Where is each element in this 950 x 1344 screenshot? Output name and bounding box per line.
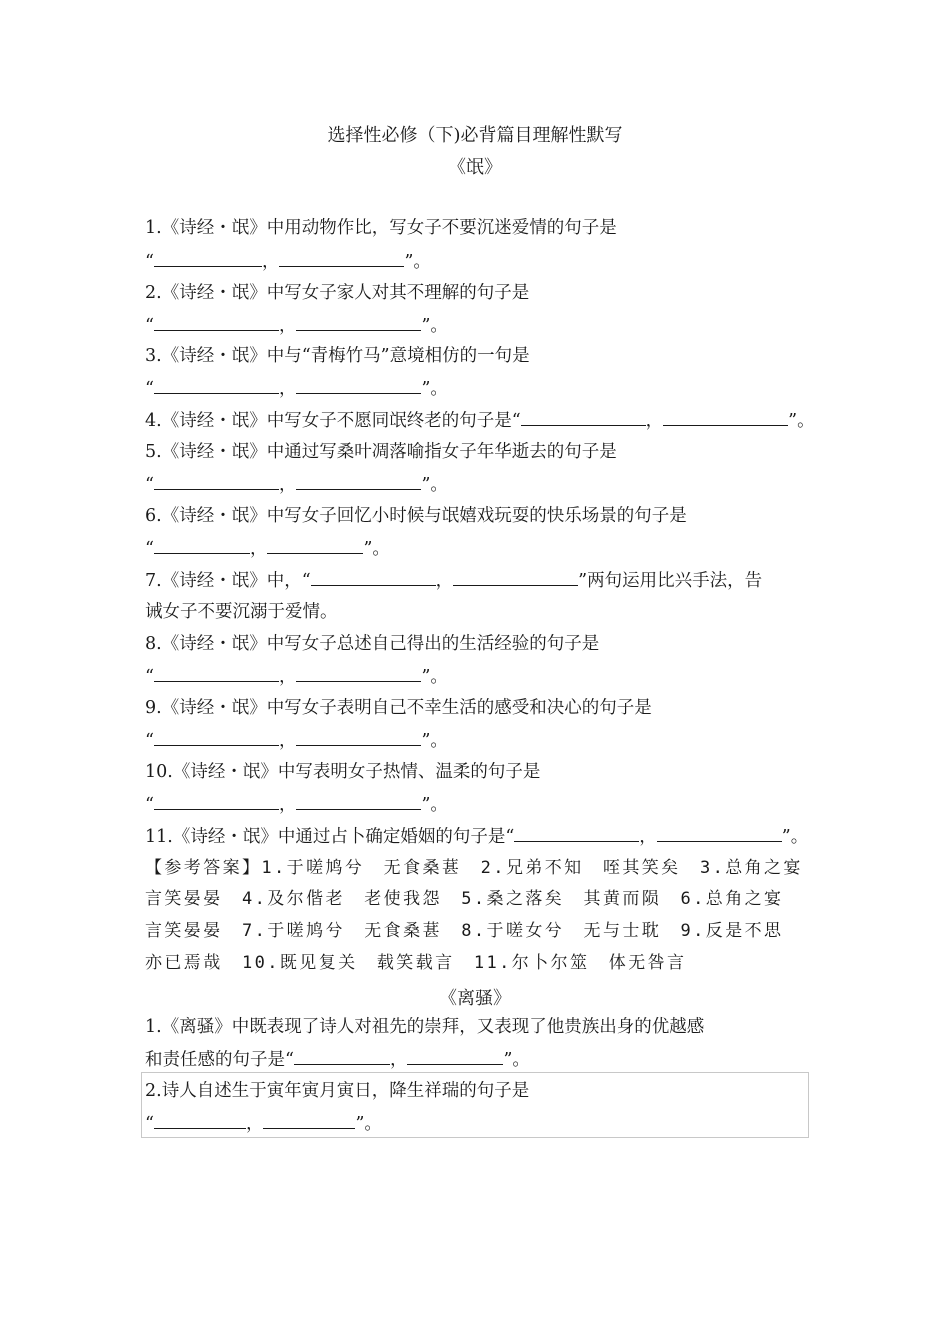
question-5: 5.《诗经・氓》中通过写桑叶凋落喻指女子年华逝去的句子是: [145, 442, 617, 462]
blank[interactable]: [154, 249, 262, 267]
blank[interactable]: [521, 408, 646, 426]
blank[interactable]: [154, 536, 250, 554]
question-6: 6.《诗经・氓》中写女子回忆小时候与氓嬉戏玩耍的快乐场景的句子是: [145, 506, 687, 526]
answer-key-line-4: 亦已焉哉 10.既见复关 载笑载言 11.尔卜尔筮 体无咎言: [145, 953, 687, 973]
blank[interactable]: [296, 313, 421, 331]
section-title-mang: 《氓》: [448, 157, 502, 178]
blank[interactable]: [407, 1047, 503, 1065]
lisao-question-1: 1.《离骚》中既表现了诗人对祖先的崇拜，又表现了他贵族出身的优越感: [145, 1017, 705, 1037]
blank[interactable]: [154, 664, 279, 682]
question-4: 4.《诗经・氓》中写女子不愿同氓终老的句子是“ ， ”。: [145, 408, 815, 433]
blank[interactable]: [453, 568, 578, 586]
answer-line-8: “ ， ”。: [145, 664, 448, 689]
answer-line-1: “ ， ”。: [145, 249, 431, 274]
question-10: 10.《诗经・氓》中写表明女子热情、温柔的句子是: [145, 762, 541, 782]
section-title-lisao: 《离骚》: [439, 988, 511, 1009]
answer-line-6: “ ， ”。: [145, 536, 390, 561]
question-1: 1.《诗经・氓》中用动物作比，写女子不要沉迷爱情的句子是: [145, 218, 617, 238]
question-2: 2.《诗经・氓》中写女子家人对其不理解的句子是: [145, 283, 530, 303]
blank[interactable]: [279, 249, 404, 267]
blank[interactable]: [154, 376, 279, 394]
blank[interactable]: [296, 728, 421, 746]
answer-line-3: “ ， ”。: [145, 376, 448, 401]
blank[interactable]: [311, 568, 436, 586]
answer-line-5: “ ， ”。: [145, 472, 448, 497]
blank[interactable]: [296, 376, 421, 394]
question-7: 7.《诗经・氓》中，“ ， ”两句运用比兴手法，告: [145, 568, 762, 593]
page-title: 选择性必修（下)必背篇目理解性默写: [327, 125, 623, 146]
lisao-question-1-cont: 和责任感的句子是“ ， ”。: [145, 1047, 530, 1072]
answer-line-lisao-2: “ ， ”。: [145, 1111, 382, 1136]
question-11: 11.《诗经・氓》中通过占卜确定婚姻的句子是“ ， ”。: [145, 824, 808, 849]
question-7-cont: 诫女子不要沉溺于爱情。: [145, 602, 338, 622]
blank[interactable]: [514, 824, 639, 842]
blank[interactable]: [294, 1047, 390, 1065]
blank[interactable]: [296, 472, 421, 490]
answer-line-2: “ ， ”。: [145, 313, 448, 338]
blank[interactable]: [154, 792, 279, 810]
blank[interactable]: [267, 536, 363, 554]
answer-key-line-2: 言笑晏晏 4.及尔偕老 老使我怨 5.桑之落矣 其黄而陨 6.总角之宴: [145, 889, 784, 909]
answer-key-line-3: 言笑晏晏 7.于嗟鸠兮 无食桑葚 8.于嗟女兮 无与士耽 9.反是不思: [145, 921, 784, 941]
blank[interactable]: [296, 664, 421, 682]
blank[interactable]: [154, 472, 279, 490]
blank[interactable]: [657, 824, 782, 842]
blank[interactable]: [154, 313, 279, 331]
blank[interactable]: [154, 1111, 246, 1129]
blank[interactable]: [663, 408, 788, 426]
answer-line-9: “ ， ”。: [145, 728, 448, 753]
lisao-question-2: 2.诗人自述生于寅年寅月寅日，降生祥瑞的句子是: [145, 1081, 530, 1101]
blank[interactable]: [296, 792, 421, 810]
question-8: 8.《诗经・氓》中写女子总述自己得出的生活经验的句子是: [145, 634, 600, 654]
blank[interactable]: [263, 1111, 355, 1129]
answer-line-10: “ ， ”。: [145, 792, 448, 817]
answer-key-line-1: 【参考答案】1.于嗟鸠兮 无食桑葚 2.兄弟不知 咥其笑矣 3.总角之宴: [145, 858, 803, 878]
question-3: 3.《诗经・氓》中与“青梅竹马”意境相仿的一句是: [145, 346, 530, 366]
question-9: 9.《诗经・氓》中写女子表明自己不幸生活的感受和决心的句子是: [145, 698, 652, 718]
blank[interactable]: [154, 728, 279, 746]
